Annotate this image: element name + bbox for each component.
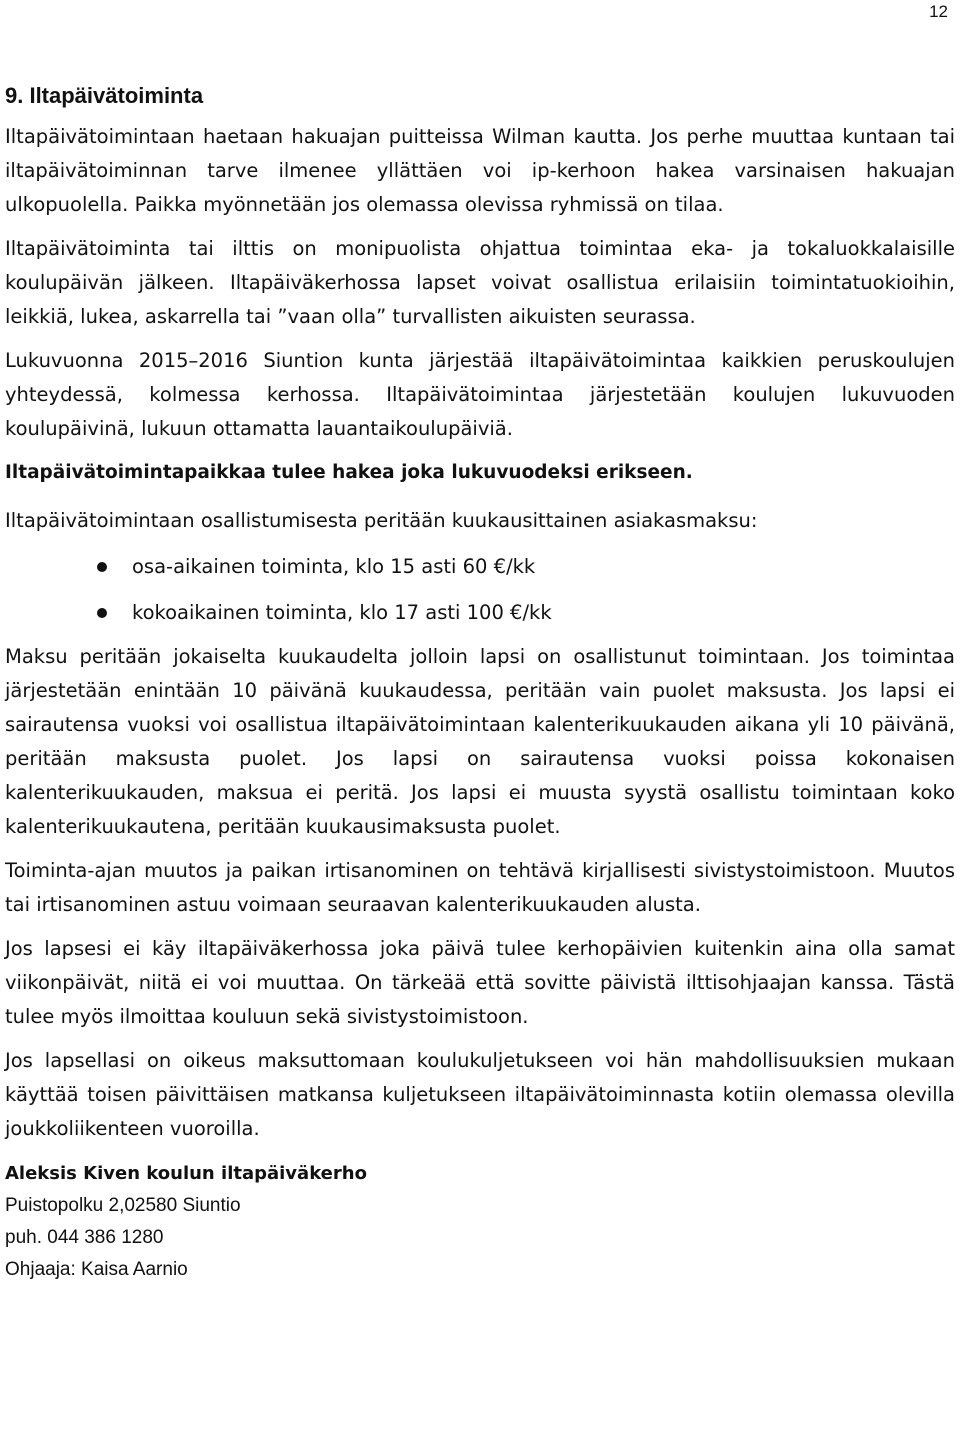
- fee-text: kokoaikainen toiminta, klo 17 asti 100 €/kk: [132, 601, 552, 624]
- page-number: 12: [929, 2, 948, 21]
- contact-address: Puistopolku 2,02580 Siuntio: [5, 1195, 241, 1216]
- section-heading: 9. Iltapäivätoiminta: [5, 83, 204, 108]
- paragraph-fee-intro: Iltapäivätoimintaan osallistumisesta peritään kuukausittainen asiakasmaksu:: [5, 509, 758, 532]
- contact-phone: puh. 044 386 1280: [5, 1227, 164, 1248]
- fee-list: [5, 544, 955, 636]
- contact-block: [5, 1158, 955, 1286]
- paragraph-club-days: Jos lapsesi ei käy iltapäiväkerhossa joka päivä tulee kerhopäivien kuitenkin aina olla samat viikonpäivät, niitä ei voi muuttaa. On tärkeää että sovitte päivistä ilttisohjaajan kanssa. Tästä tulee myös ilmoittaa kouluun sekä sivistystoimistoon.: [5, 937, 955, 1028]
- contact-supervisor: Ohjaaja: Kaisa Aarnio: [5, 1259, 188, 1280]
- paragraph-fee-rules: Maksu peritään jokaiselta kuukaudelta jolloin lapsi on osallistunut toimintaan. Jos toimintaa järjestetään enintään 10 päivänä kuukaudessa, peritään vain puolet maksusta. Jos lapsi ei sairautensa vuoksi voi osallistua iltapäivätoimintaan kalenterikuukauden aikana yli 10 päivänä, peritään maksusta puolet. Jos lapsi on sairautensa vuoksi poissa kokonaisen kalenterikuukauden, maksua ei peritä. Jos lapsi ei muusta syystä osallistu toimintaan koko kalenterikuukautena, peritään kuukausimaksusta puolet.: [5, 645, 955, 838]
- fee-list-item-full-time: [5, 590, 955, 636]
- paragraph-apply-yearly: Iltapäivätoimintapaikkaa tulee hakea joka lukuvuodeksi erikseen.: [5, 462, 693, 483]
- paragraph-schedule: Lukuvuonna 2015–2016 Siuntion kunta järjestää iltapäivätoimintaa kaikkien peruskoulujen yhteydessä, kolmessa kerhossa. Iltapäivätoimintaa järjestetään koulujen lukuvuoden koulupäivinä, lukuun ottamatta lauantaikoulupäiviä.: [5, 349, 955, 440]
- paragraph-transport: Jos lapsellasi on oikeus maksuttomaan koulukuljetukseen voi hän mahdollisuuksien mukaan käyttää toisen päivittäisen matkansa kuljetukseen iltapäivätoiminnasta kotiin olemassa olevilla joukkoliikenteen vuoroilla.: [5, 1049, 955, 1140]
- bullet-icon: [97, 562, 107, 572]
- paragraph-description: Iltapäivätoiminta tai ilttis on monipuolista ohjattua toimintaa eka- ja tokaluokkalaisille koulupäivän jälkeen. Iltapäiväkerhossa lapset voivat osallistua erilaisiin toimintatuokioihin, leikkiä, lukea, askarrella tai ”vaan olla” turvallisten aikuisten seurassa.: [5, 237, 955, 328]
- paragraph-changes: Toiminta-ajan muutos ja paikan irtisanominen on tehtävä kirjallisesti sivistystoimistoon. Muutos tai irtisanominen astuu voimaan seuraavan kalenterikuukauden alusta.: [5, 859, 955, 916]
- bullet-icon: [97, 608, 107, 618]
- fee-list-item-part-time: [5, 544, 955, 590]
- document-body: [5, 78, 955, 1286]
- paragraph-application: Iltapäivätoimintaan haetaan hakuajan puitteissa Wilman kautta. Jos perhe muuttaa kuntaan tai iltapäivätoiminnan tarve ilmenee yllättäen voi ip-kerhoon hakea varsinaisen hakuajan ulkopuolella. Paikka myönnetään jos olemassa olevissa ryhmissä on tilaa.: [5, 125, 955, 216]
- fee-text: osa-aikainen toiminta, klo 15 asti 60 €/kk: [132, 555, 536, 578]
- contact-name: Aleksis Kiven koulun iltapäiväkerho: [5, 1163, 367, 1184]
